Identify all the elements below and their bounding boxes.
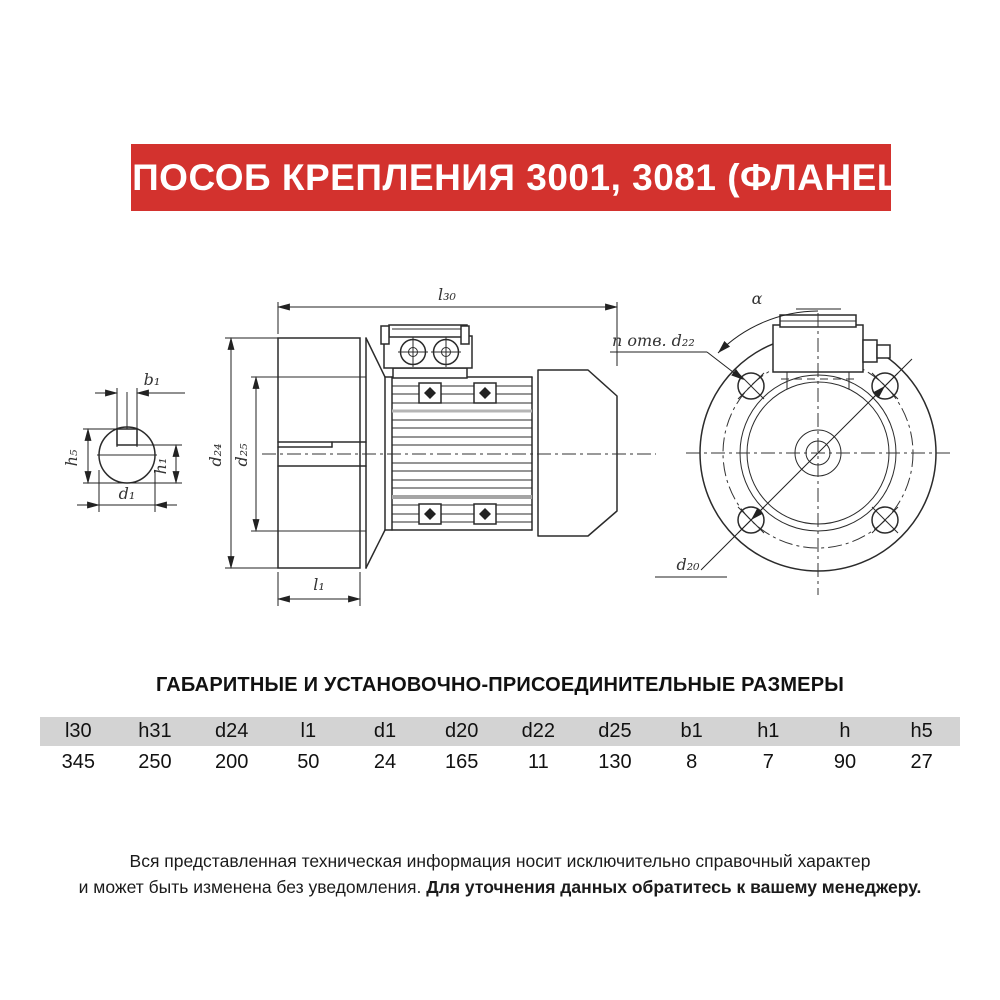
dim-label-l1: l₁: [313, 575, 325, 594]
table-header-cell: h5: [910, 720, 933, 742]
table-header-row: [40, 717, 960, 746]
table-header-cell: l1: [300, 720, 317, 742]
terminal-box-front: [773, 315, 890, 389]
dim-label-b1: b₁: [143, 370, 161, 389]
fan-cover: [538, 370, 617, 536]
table-header-cell: d25: [598, 720, 632, 742]
dim-label-alpha: α: [751, 289, 763, 308]
table-header-cell: l30: [64, 720, 92, 742]
table-value-row: [40, 746, 960, 779]
table-header-cell: d1: [373, 720, 397, 742]
table-header-cell: b1: [680, 720, 703, 742]
table-value-cell: 90: [833, 751, 857, 773]
dim-label-d24: d₂₄: [206, 443, 225, 467]
flange-front-view: [610, 289, 950, 595]
table-value-cell: 8: [686, 751, 698, 773]
section-title: ГАБАРИТНЫЕ И УСТАНОВОЧНО-ПРИСОЕДИНИТЕЛЬНЫЕ РАЗМЕРЫ: [155, 674, 845, 696]
dimensions-table: [40, 717, 960, 779]
table-header-cell: h31: [138, 720, 172, 742]
table-value-cell: 200: [214, 751, 249, 773]
table-header-cell: d20: [444, 720, 479, 742]
dim-label-d20: d₂₀: [676, 555, 700, 574]
table-value-cell: 250: [138, 751, 172, 773]
table-value-cell: 11: [527, 751, 549, 773]
banner: [104, 144, 918, 211]
table-value-cell: 345: [61, 751, 96, 773]
technical-drawing: [0, 268, 1000, 620]
table-header-cell: h: [839, 720, 851, 742]
table-value-cell: 24: [373, 751, 397, 773]
table-value-cell: 50: [297, 751, 320, 773]
table-value-cell: 27: [910, 751, 933, 773]
dim-label-d25: d₂₅: [232, 443, 251, 467]
table-header-cell: d22: [521, 720, 555, 742]
table-header-cell: d24: [214, 720, 249, 742]
terminal-box-side: [381, 325, 472, 378]
table-header-cell: h1: [757, 720, 780, 742]
dim-label-h1: h₁: [151, 457, 170, 475]
table-value-cell: 130: [598, 751, 632, 773]
dim-label-l30: l₃₀: [438, 285, 456, 304]
table-value-cell: 7: [762, 751, 774, 773]
footer-note: [0, 849, 1000, 900]
table-value-cell: 165: [444, 751, 479, 773]
side-view: [206, 285, 656, 606]
dim-label-d1: d₁: [118, 484, 136, 503]
banner-title: СПОСОБ КРЕПЛЕНИЯ 3001, 3081 (ФЛАНЕЦ): [104, 156, 918, 198]
dim-label-holes-d22: n отв. d₂₂: [612, 331, 695, 350]
dim-label-h5: h₅: [62, 449, 81, 467]
footer-line2: и может быть изменена без уведомления. Для уточнения данных обратитесь к вашему менеджеру.: [78, 876, 922, 897]
footer-line1: Вся представленная техническая информация носит исключительно справочный характер: [129, 851, 871, 871]
shaft-section-view: [62, 370, 185, 512]
